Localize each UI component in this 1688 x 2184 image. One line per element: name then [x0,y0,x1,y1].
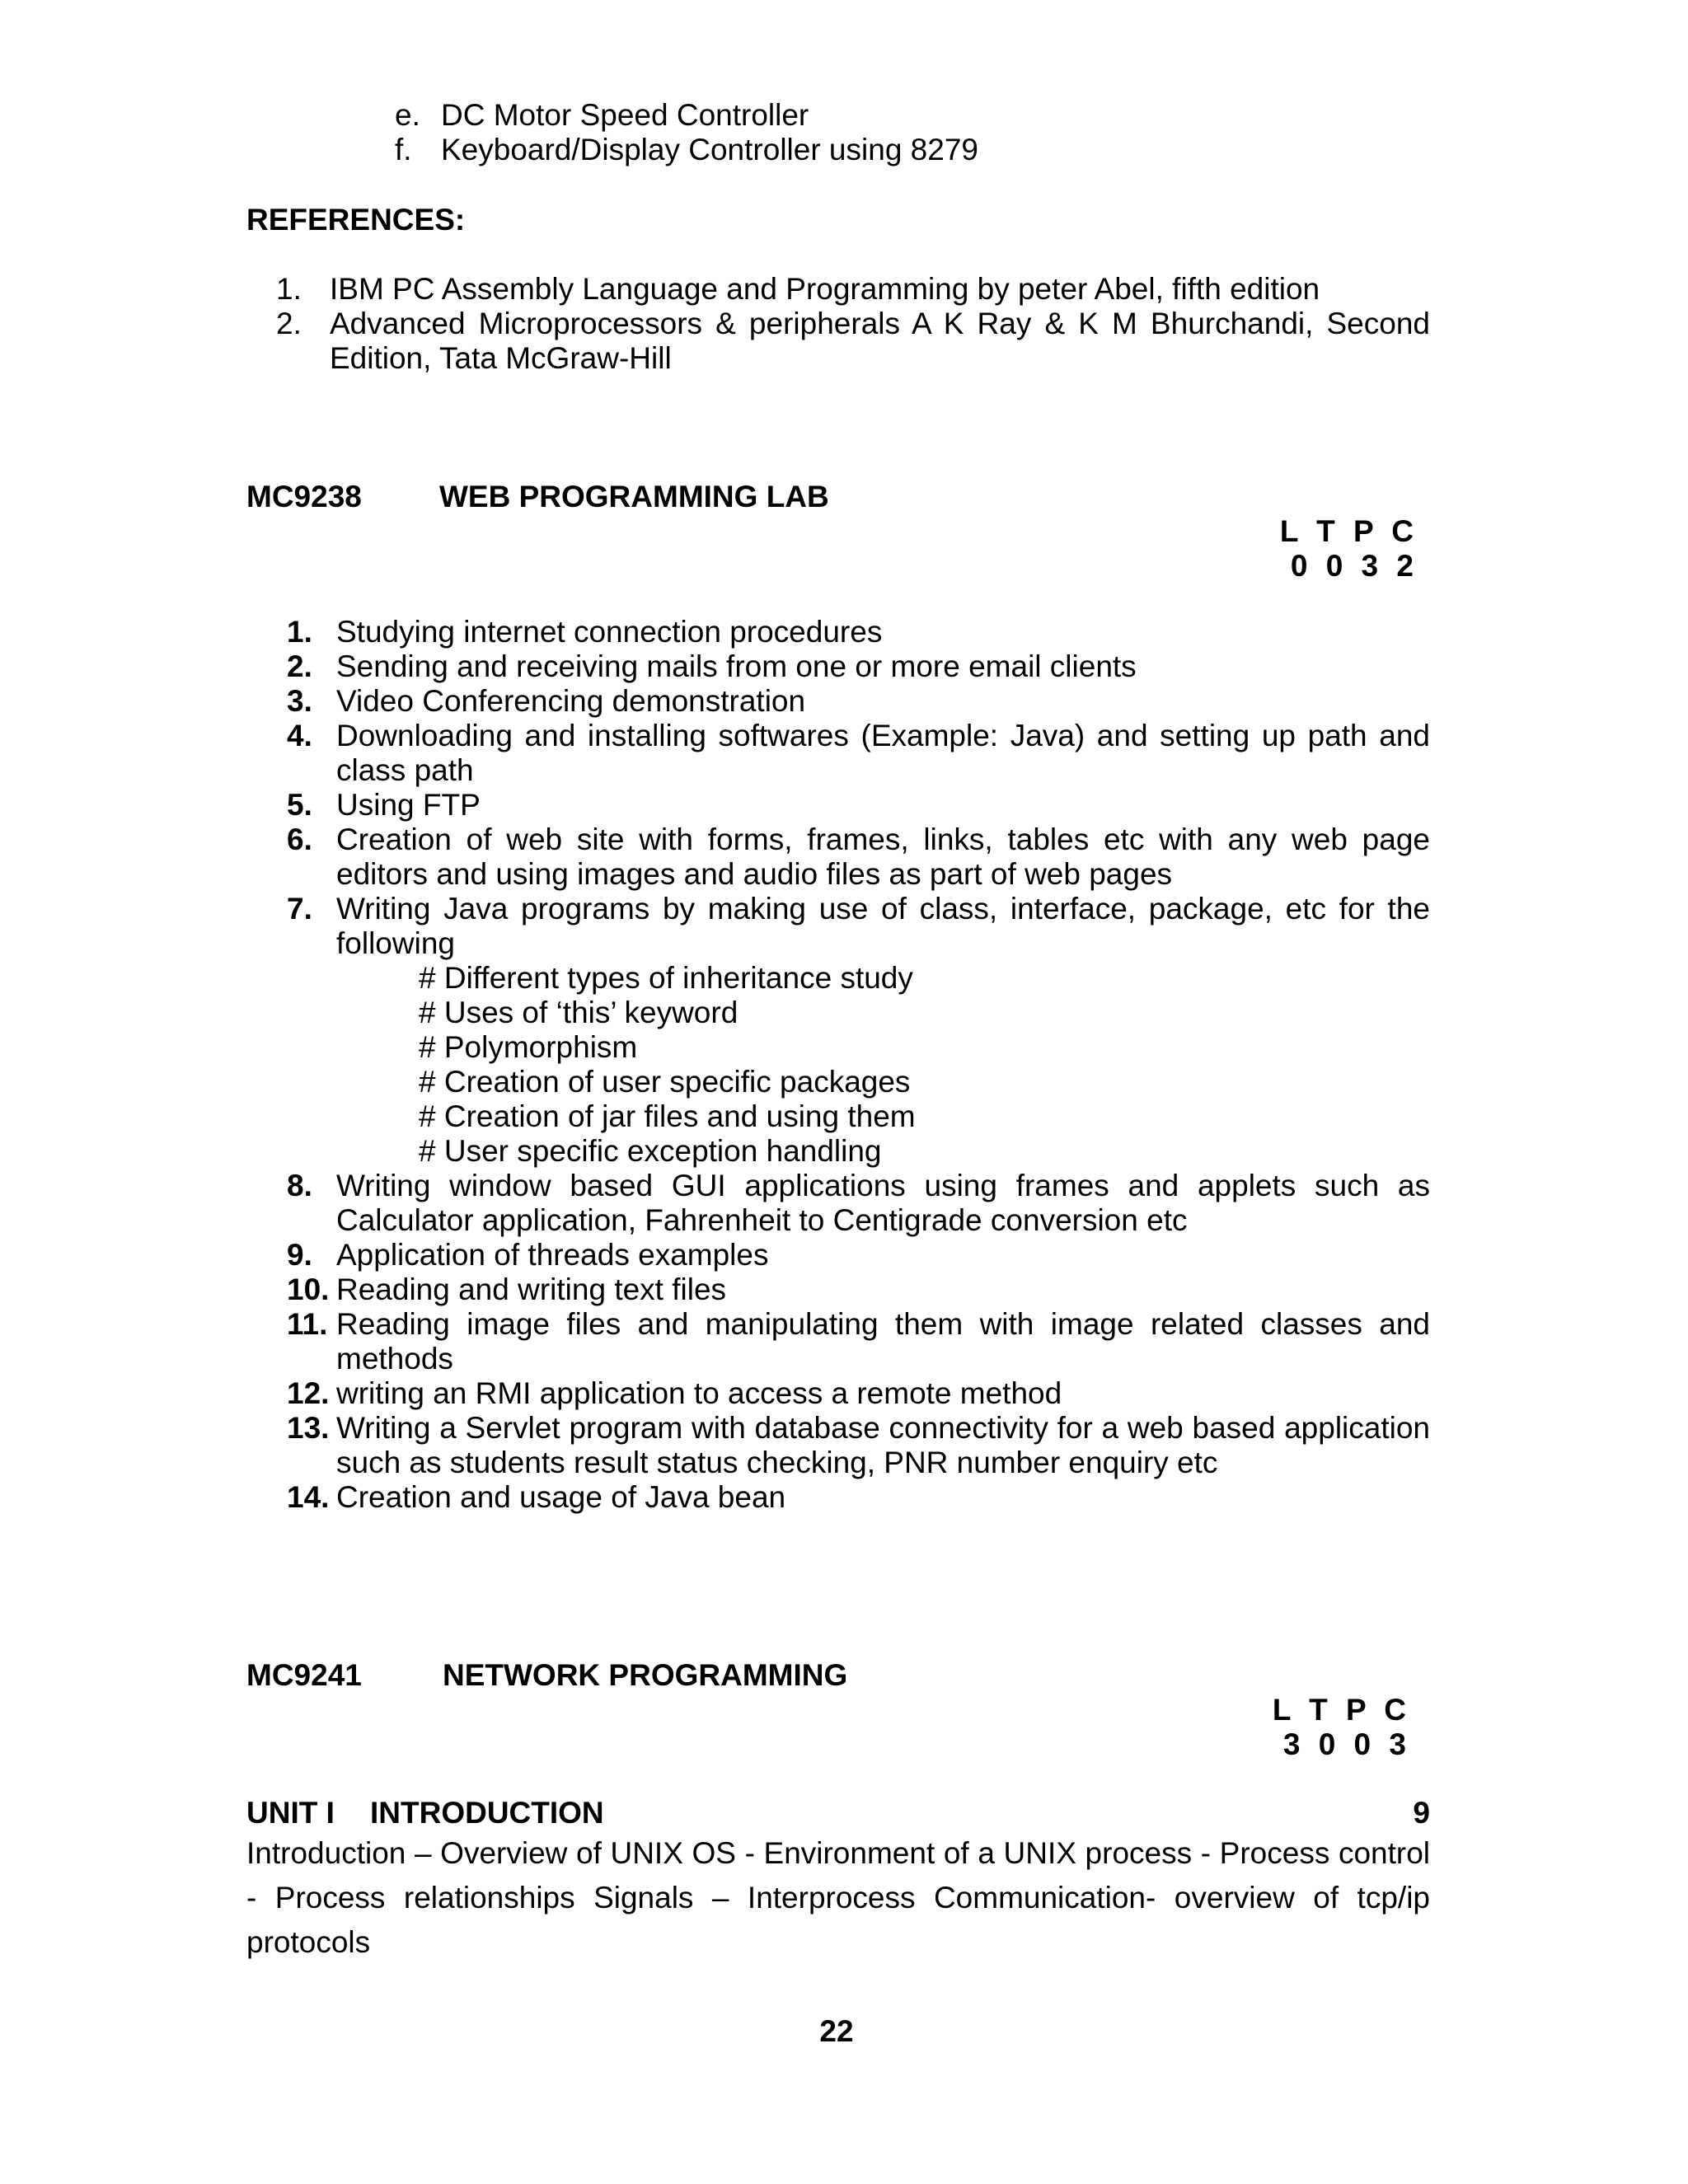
list-item [287,892,1430,1169]
subtopic-item: # Creation of user specific packages [419,1065,911,1099]
list-item [287,1411,1430,1480]
list-item [395,98,809,133]
item-number: 4. [287,719,312,752]
item-text: Reading and writing text files [336,1272,727,1306]
reference-number: 2. [276,307,302,340]
page-number: 22 [819,2014,854,2048]
unit-label: UNIT I [246,1796,335,1830]
item-number: 3. [287,684,312,718]
subtopic-item: # User specific exception handling [419,1134,882,1168]
item-text: writing an RMI application to access a remote method [336,1376,1062,1410]
list-item [287,1272,1430,1307]
ltpc-header: L T P C [1279,514,1418,548]
lab-experiments-list [287,615,1430,1515]
item-text: Studying internet connection procedures [336,615,883,649]
subtopic-item: # Uses of ‘this’ keyword [419,996,738,1029]
item-text: Application of threads examples [336,1238,769,1272]
item-text: Writing Java programs by making use of class, interface, package, etc for the following [336,892,1430,960]
item-text: Writing window based GUI applications using frames and applets such as Calculator application, Fahrenheit to Centigrade conversion etc [336,1169,1430,1237]
item-text: Creation and usage of Java bean [336,1480,786,1514]
unit-heading [246,1796,1430,1830]
list-item-text: DC Motor Speed Controller [441,98,809,132]
list-item [395,133,978,167]
list-marker: f. [395,133,412,166]
java-subtopics-list [419,961,1430,1169]
course-code: MC9238 [246,480,362,513]
item-number: 9. [287,1238,312,1272]
item-number: 6. [287,823,312,856]
item-number: 10. [287,1272,330,1306]
item-text: Sending and receiving mails from one or more email clients [336,649,1137,683]
item-number: 12. [287,1376,330,1410]
course-code: MC9241 [246,1658,362,1692]
ltpc-values: 3 0 0 3 [1282,1727,1411,1761]
reference-item [276,272,1430,307]
list-item [287,615,1430,649]
references-list [276,272,1430,376]
list-item [287,1307,1430,1376]
item-number: 13. [287,1411,330,1445]
list-item [287,823,1430,892]
item-number: 2. [287,649,312,683]
unit-title: INTRODUCTION [370,1796,604,1830]
course-title: WEB PROGRAMMING LAB [439,480,829,513]
item-number: 14. [287,1480,330,1514]
item-text: Video Conferencing demonstration [336,684,806,718]
course-title: NETWORK PROGRAMMING [443,1658,848,1692]
unit-description: Introduction – Overview of UNIX OS - Environment of a UNIX process - Process control - Process relationships Signals – Interprocess Communication- overview of tcp/ip protocols [246,1836,1430,1959]
list-item [287,684,1430,719]
subtopic-item: # Creation of jar files and using them [419,1099,916,1133]
reference-item [276,307,1430,376]
item-number: 7. [287,892,312,926]
ltpc-header: L T P C [1272,1693,1411,1727]
item-text: Reading image files and manipulating them with image related classes and methods [336,1307,1430,1376]
list-item [287,1238,1430,1272]
list-item [287,788,1430,823]
list-item [287,649,1430,684]
item-text: Creation of web site with forms, frames, links, tables etc with any web page editors and using images and audio files as part of web pages [336,823,1430,891]
list-item [287,1480,1430,1515]
item-text: Using FTP [336,788,481,822]
ltpc-values: 0 0 3 2 [1290,549,1418,583]
list-item [287,1376,1430,1411]
list-item-text: Keyboard/Display Controller using 8279 [441,133,978,166]
subtopic-item: # Polymorphism [419,1030,638,1064]
reference-text: IBM PC Assembly Language and Programming by peter Abel, fifth edition [330,272,1320,306]
item-text: Downloading and installing softwares (Example: Java) and setting up path and class path [336,719,1430,787]
subtopic-item: # Different types of inheritance study [419,961,913,995]
reference-number: 1. [276,272,302,306]
item-number: 1. [287,615,312,649]
item-text: Writing a Servlet program with database connectivity for a web based application such as students result status checking, PNR number enquiry etc [336,1411,1430,1479]
item-number: 5. [287,788,312,822]
list-item [287,719,1430,788]
item-number: 8. [287,1169,312,1202]
item-number: 11. [287,1307,328,1341]
references-heading: REFERENCES: [246,203,466,237]
list-marker: e. [395,98,420,132]
reference-text: Advanced Microprocessors & peripherals A K Ray & K M Bhurchandi, Second Edition, Tata McGraw-Hill [330,307,1430,375]
unit-hours: 9 [1413,1796,1430,1830]
list-item [287,1169,1430,1238]
